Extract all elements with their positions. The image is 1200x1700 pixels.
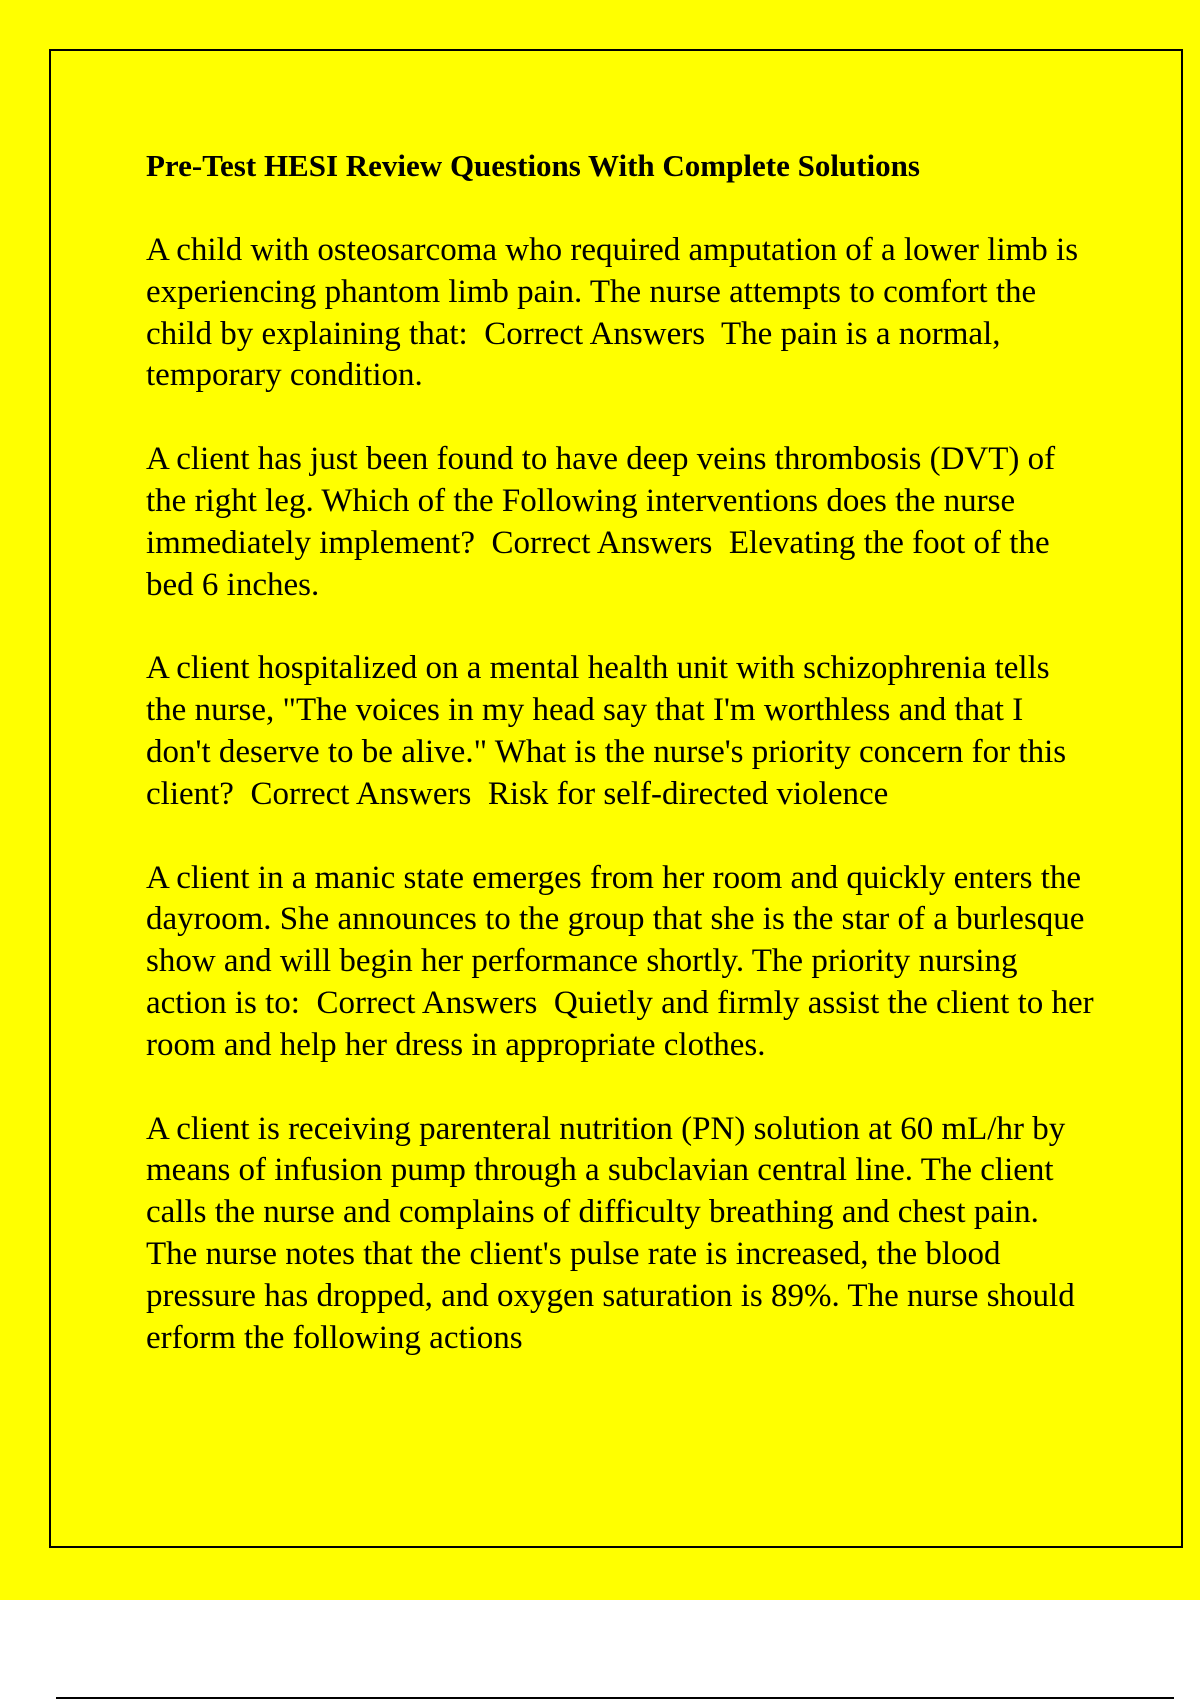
document-title: Pre-Test HESI Review Questions With Complete Solutions [146,148,920,183]
answer-text: The pain is a normal, temporary condition. [146,315,1001,394]
question-text: A client is receiving parenteral nutrition (PN) solution at 60 mL/hr by means of infusion pump through a subclavian central line. The client calls the nurse and complains of difficulty breathing and chest pain. The nurse notes that the client's pulse rate is increased, the blood pressure has dropped, and oxygen saturation is 89%. The nurse should erform the following actions [146,1110,1075,1356]
footer-rule [56,1697,1174,1699]
question-item [146,858,1096,1067]
question-item [146,648,1096,815]
answer-text: Risk for self-directed violence [487,775,889,812]
answer-label: Correct Answers [491,524,713,561]
answer-label: Correct Answers [316,984,538,1021]
question-text: A client has just been found to have deep veins thrombosis (DVT) of the right leg. Which of the Following interventions does the nurse immediately implement? [146,441,1056,561]
question-text: A client hospitalized on a mental health unit with schizophrenia tells the nurse, "The voices in my head say that I'm worthless and that I don't deserve to be alive." What is the nurse's priority concern for this client? [146,650,1067,812]
question-item [146,1109,1096,1360]
question-item [146,230,1096,397]
document-content [146,140,1096,1401]
question-text: A client in a manic state emerges from her room and quickly enters the dayroom. She announces to the group that she is the star of a burlesque show and will begin her performance shortly. The priority nursing action is to: [146,859,1085,1021]
answer-text: Elevating the foot of the bed 6 inches. [146,524,1050,603]
answer-label: Correct Answers [250,775,472,812]
answer-text: Quietly and firmly assist the client to her room and help her dress in appropriate clothes. [146,984,1094,1063]
answer-label: Correct Answers [484,315,706,352]
question-item [146,439,1096,606]
question-text: A child with osteosarcoma who required amputation of a lower limb is experiencing phantom limb pain. The nurse attempts to comfort the child by explaining that: [146,232,1079,352]
